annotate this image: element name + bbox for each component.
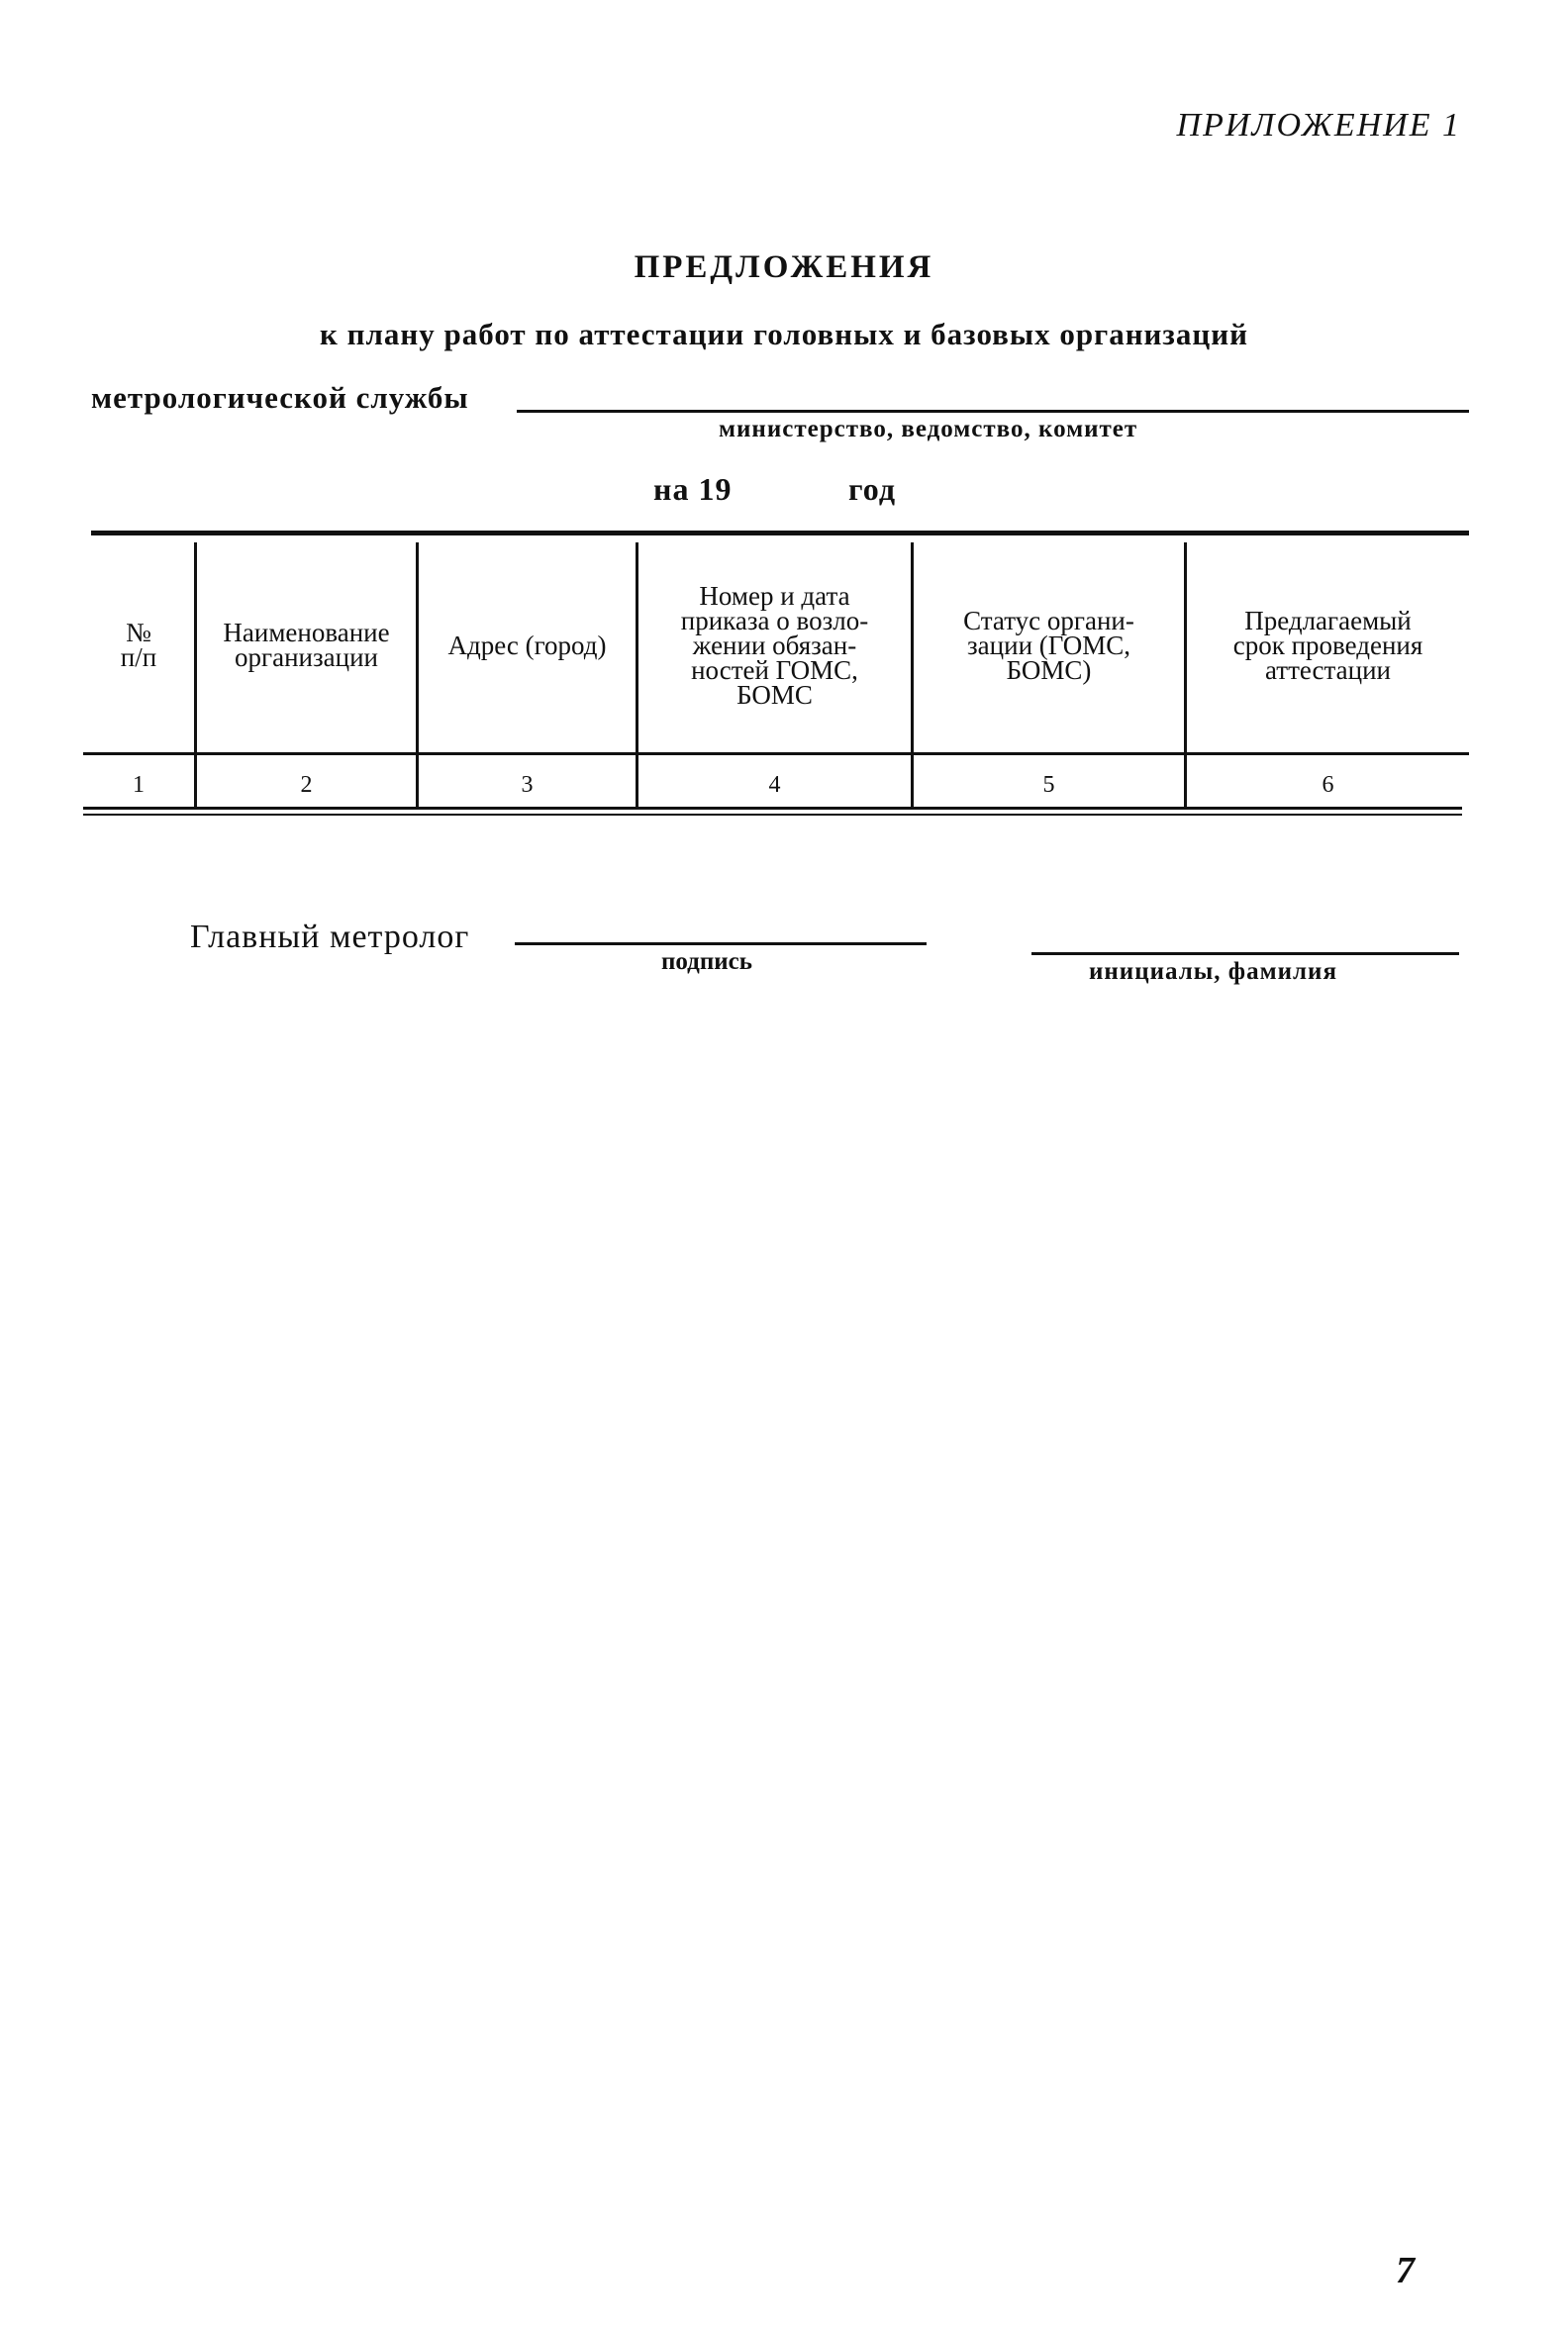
service-label: метрологической службы [91,380,469,415]
table-bottom-rule [83,807,1462,810]
table-bottom-rule [83,814,1462,816]
column-number-3: 3 [521,772,534,798]
table-header-cell-1: № п/п [120,618,157,672]
service-caption: министерство, ведомство, комитет [719,416,1138,442]
appendix-label: ПРИЛОЖЕНИЕ 1 [1176,107,1461,144]
signature-fill-line[interactable] [515,942,927,945]
table-header-cell-4: Номер и дата приказа о возло- жении обязан- ностей ГОМС, БОМС [680,580,869,710]
table-header-cell-2: Наименование организации [223,618,390,672]
document-title: ПРЕДЛОЖЕНИЯ [634,249,934,285]
service-fill-line[interactable] [517,410,1469,413]
chief-metrologist-label: Главный метролог [190,919,470,955]
year-prefix: на 19 [653,471,733,507]
signature-caption: подпись [661,948,752,975]
table-top-rule [91,531,1469,535]
page-number: 7 [1396,2250,1415,2291]
table-header-cell-5: Статус органи- зации (ГОМС, БОМС) [963,605,1134,685]
table-header-cell-3: Адрес (город) [447,630,607,660]
column-number-2: 2 [300,772,313,798]
year-suffix: год [848,471,896,507]
column-number-6: 6 [1322,772,1334,798]
column-number-4: 4 [768,772,781,798]
column-number-1: 1 [133,772,145,798]
table-header-rule [83,752,1469,755]
name-fill-line[interactable] [1031,952,1459,955]
name-caption: инициалы, фамилия [1089,958,1337,985]
table-header-cell-6: Предлагаемый срок проведения аттестации [1232,605,1423,685]
column-number-5: 5 [1042,772,1055,798]
document-subtitle: к плану работ по аттестации головных и базовых организаций [320,317,1248,351]
